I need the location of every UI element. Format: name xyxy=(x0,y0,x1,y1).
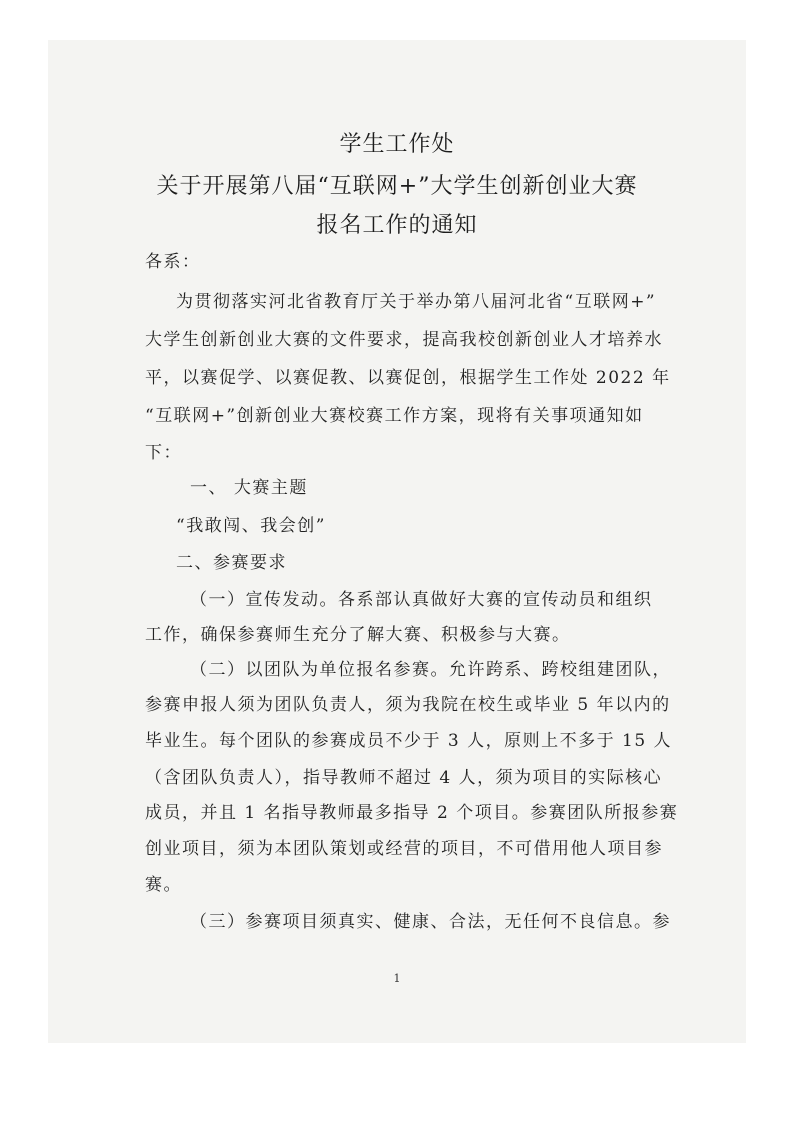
section-heading-theme: 一、 大赛主题 xyxy=(190,478,308,498)
paragraph-3-line-6: 创业项目，须为本团队策划或经营的项目，不可借用他人项目参 xyxy=(145,839,663,859)
paragraph-3-line-5: 成员，并且 1 名指导教师最多指导 2 个项目。参赛团队所报参赛 xyxy=(145,803,679,823)
paragraph-3-line-4: （含团队负责人），指导教师不超过 4 人，须为项目的实际核心 xyxy=(145,768,663,788)
paragraph-2-line-1: （一）宣传发动。各系部认真做好大赛的宣传动员和组织 xyxy=(190,590,653,610)
paragraph-3-line-1: （二）以团队为单位报名参赛。允许跨系、跨校组建团队， xyxy=(190,660,671,680)
page-number: 1 xyxy=(393,972,401,985)
paragraph-1-line-4: “互联网+”创新创业大赛校赛工作方案，现将有关事项通知如 xyxy=(145,406,644,426)
paragraph-1-line-2: 大学生创新创业大赛的文件要求，提高我校创新创业人才培养水 xyxy=(145,330,663,350)
document-title-sub: 报名工作的通知 xyxy=(316,213,478,238)
paragraph-1-line-5: 下： xyxy=(145,443,182,463)
document-title-office: 学生工作处 xyxy=(339,132,455,157)
paragraph-2-line-2: 工作，确保参赛师生充分了解大赛、积极参与大赛。 xyxy=(145,625,571,645)
paragraph-3-line-3: 毕业生。每个团队的参赛成员不少于 3 人，原则上不多于 15 人 xyxy=(145,731,673,751)
paragraph-1-line-3: 平，以赛促学、以赛促教、以赛促创，根据学生工作处 2022 年 xyxy=(145,368,671,388)
document-title-main: 关于开展第八届“互联网+”大学生创新创业大赛 xyxy=(156,174,638,199)
section-heading-requirements: 二、参赛要求 xyxy=(176,553,287,573)
paragraph-1-line-1: 为贯彻落实河北省教育厅关于举办第八届河北省“互联网+” xyxy=(176,292,657,312)
salutation: 各系： xyxy=(145,252,201,272)
contest-theme: “我敢闯、我会创” xyxy=(176,516,326,536)
paragraph-3-line-7: 赛。 xyxy=(145,875,182,895)
paragraph-4-line-1: （三）参赛项目须真实、健康、合法，无任何不良信息。参 xyxy=(190,912,671,932)
paragraph-3-line-2: 参赛申报人须为团队负责人，须为我院在校生或毕业 5 年以内的 xyxy=(145,695,671,715)
